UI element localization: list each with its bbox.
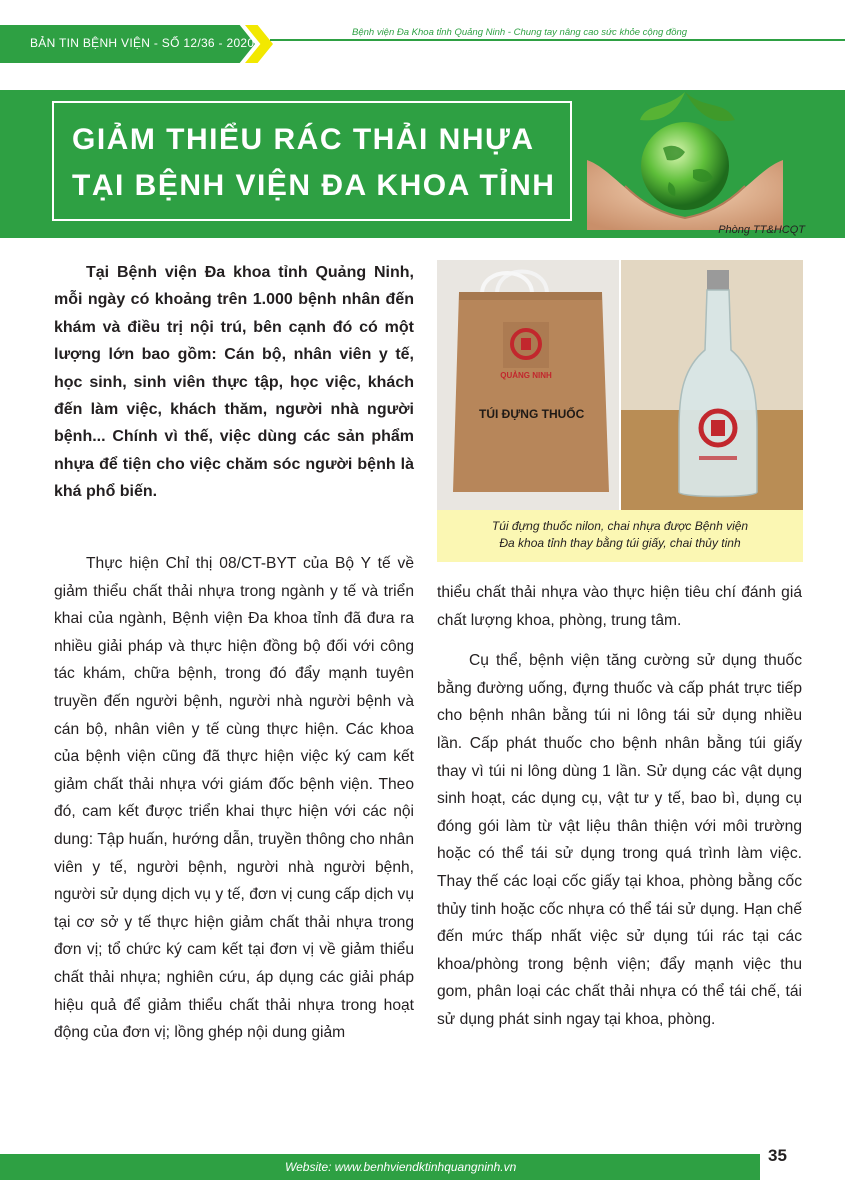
photo-caption bbox=[437, 510, 803, 562]
hands-globe-illustration bbox=[585, 90, 785, 230]
left-paragraph: Thực hiện Chỉ thị 08/CT-BYT của Bộ Y tế về giảm thiểu chất thải nhựa trong ngành y tế và triển khai của ngành, Bệnh viện Đa khoa tỉnh đã đưa ra nhiều giải pháp và thực hiện đồng bộ đối với công tác khám, chữa bệnh, trong đó đẩy mạnh tuyên truyền đến người bệnh, người nhà người bệnh và cán bộ, nhân viên y tế cùng thực hiện. Các khoa của bệnh viện cũng đã thực hiện việc ký cam kết giảm chất thải nhựa với giám đốc bệnh viện. Theo đó, cam kết được triển khai thực hiện với các nội dung: Tập huấn, hướng dẫn, truyền thông cho nhân viên y tế, người bệnh, người nhà người bệnh, người sử dụng dịch vụ y tế, đơn vị cung cấp dịch vụ tại cơ sở y tế thực hiện giảm chất thải nhựa trong đơn vị; tổ chức ký cam kết tại đơn vị về giảm thiểu chất thải nhựa; nghiên cứu, áp dụng các giải pháp hiệu quả để giảm thiểu chất thải nhựa trong hoạt động của đơn vị; lồng ghép nội dung giảm bbox=[54, 555, 414, 1042]
title-line-2: TẠI BỆNH VIỆN ĐA KHOA TỈNH bbox=[72, 169, 556, 202]
bag-label: TÚI ĐỰNG THUỐC bbox=[479, 407, 585, 421]
issue-label: BẢN TIN BỆNH VIỆN - SỐ 12/36 - 2020 bbox=[30, 36, 255, 50]
intro-text: Tại Bệnh viện Đa khoa tỉnh Quảng Ninh, mỗi ngày có khoảng trên 1.000 bệnh nhân đến khám và điều trị nội trú, bên cạnh đó có một lượng lớn bao gồm: Cán bộ, nhân viên y tế, học sinh, sinh viên thực tập, học việc, khách đến làm việc, khách thăm, người nhà người bệnh... Chính vì thế, việc dùng các sản phẩm nhựa để tiện cho việc chăm sóc người bệnh là khá phổ biến. bbox=[54, 264, 414, 501]
page-number: 35 bbox=[768, 1146, 787, 1165]
right-continuation: thiểu chất thải nhựa vào thực hiện tiêu chí đánh giá chất lượng khoa, phòng, trung tâm. bbox=[437, 584, 802, 629]
right-column bbox=[437, 579, 802, 1034]
header-rule bbox=[270, 39, 845, 41]
footer-website: Website: www.benhviendktinhquangninh.vn bbox=[285, 1160, 517, 1174]
article-photo bbox=[437, 260, 803, 510]
right-paragraph: Cụ thể, bệnh viện tăng cường sử dụng thuốc bằng đường uống, đựng thuốc và cấp phát trực tiếp cho bệnh nhân bằng túi ni lông tái sử dụng nhiều lần. Cấp phát thuốc cho bệnh nhân bằng túi giấy thay vì túi ni lông dùng 1 lần. Sử dụng các vật dụng sinh hoạt, các dụng cụ, vật tư y tế, bao bì, dụng cụ đóng gói làm từ vật liệu thân thiện với môi trường hoặc có thể tái sử dụng trong quá trình làm việc. Thay thế các loại cốc giấy tại khoa, phòng bằng cốc thủy tinh hoặc cốc nhựa có thể tái sử dụng. Hạn chế đến mức thấp nhất việc sử dụng túi rác tại các khoa/phòng trong bệnh viện; đẩy mạnh việc thu gom, phân loại các chất thải nhựa có thể tái chế, tái sử dụng phát sinh ngay tại khoa, phòng. bbox=[437, 652, 802, 1028]
title-line-1: GIẢM THIỂU RÁC THẢI NHỰA bbox=[72, 123, 535, 156]
photo-bag-and-bottle bbox=[437, 260, 803, 510]
caption-line-1: Túi đựng thuốc nilon, chai nhựa được Bệnh viện bbox=[491, 519, 749, 533]
left-column bbox=[54, 550, 414, 1047]
department-credit: Phòng TT&HCQT bbox=[718, 224, 805, 236]
header-tagline: Bệnh viện Đa Khoa tỉnh Quảng Ninh - Chung tay nâng cao sức khỏe cộng đồng bbox=[352, 27, 688, 38]
caption-line-2: Đa khoa tỉnh thay bằng túi giấy, chai thủy tinh bbox=[499, 536, 741, 550]
title-frame bbox=[52, 101, 572, 221]
intro-paragraph bbox=[54, 259, 414, 506]
bag-logo-text: QUẢNG NINH bbox=[500, 371, 552, 380]
